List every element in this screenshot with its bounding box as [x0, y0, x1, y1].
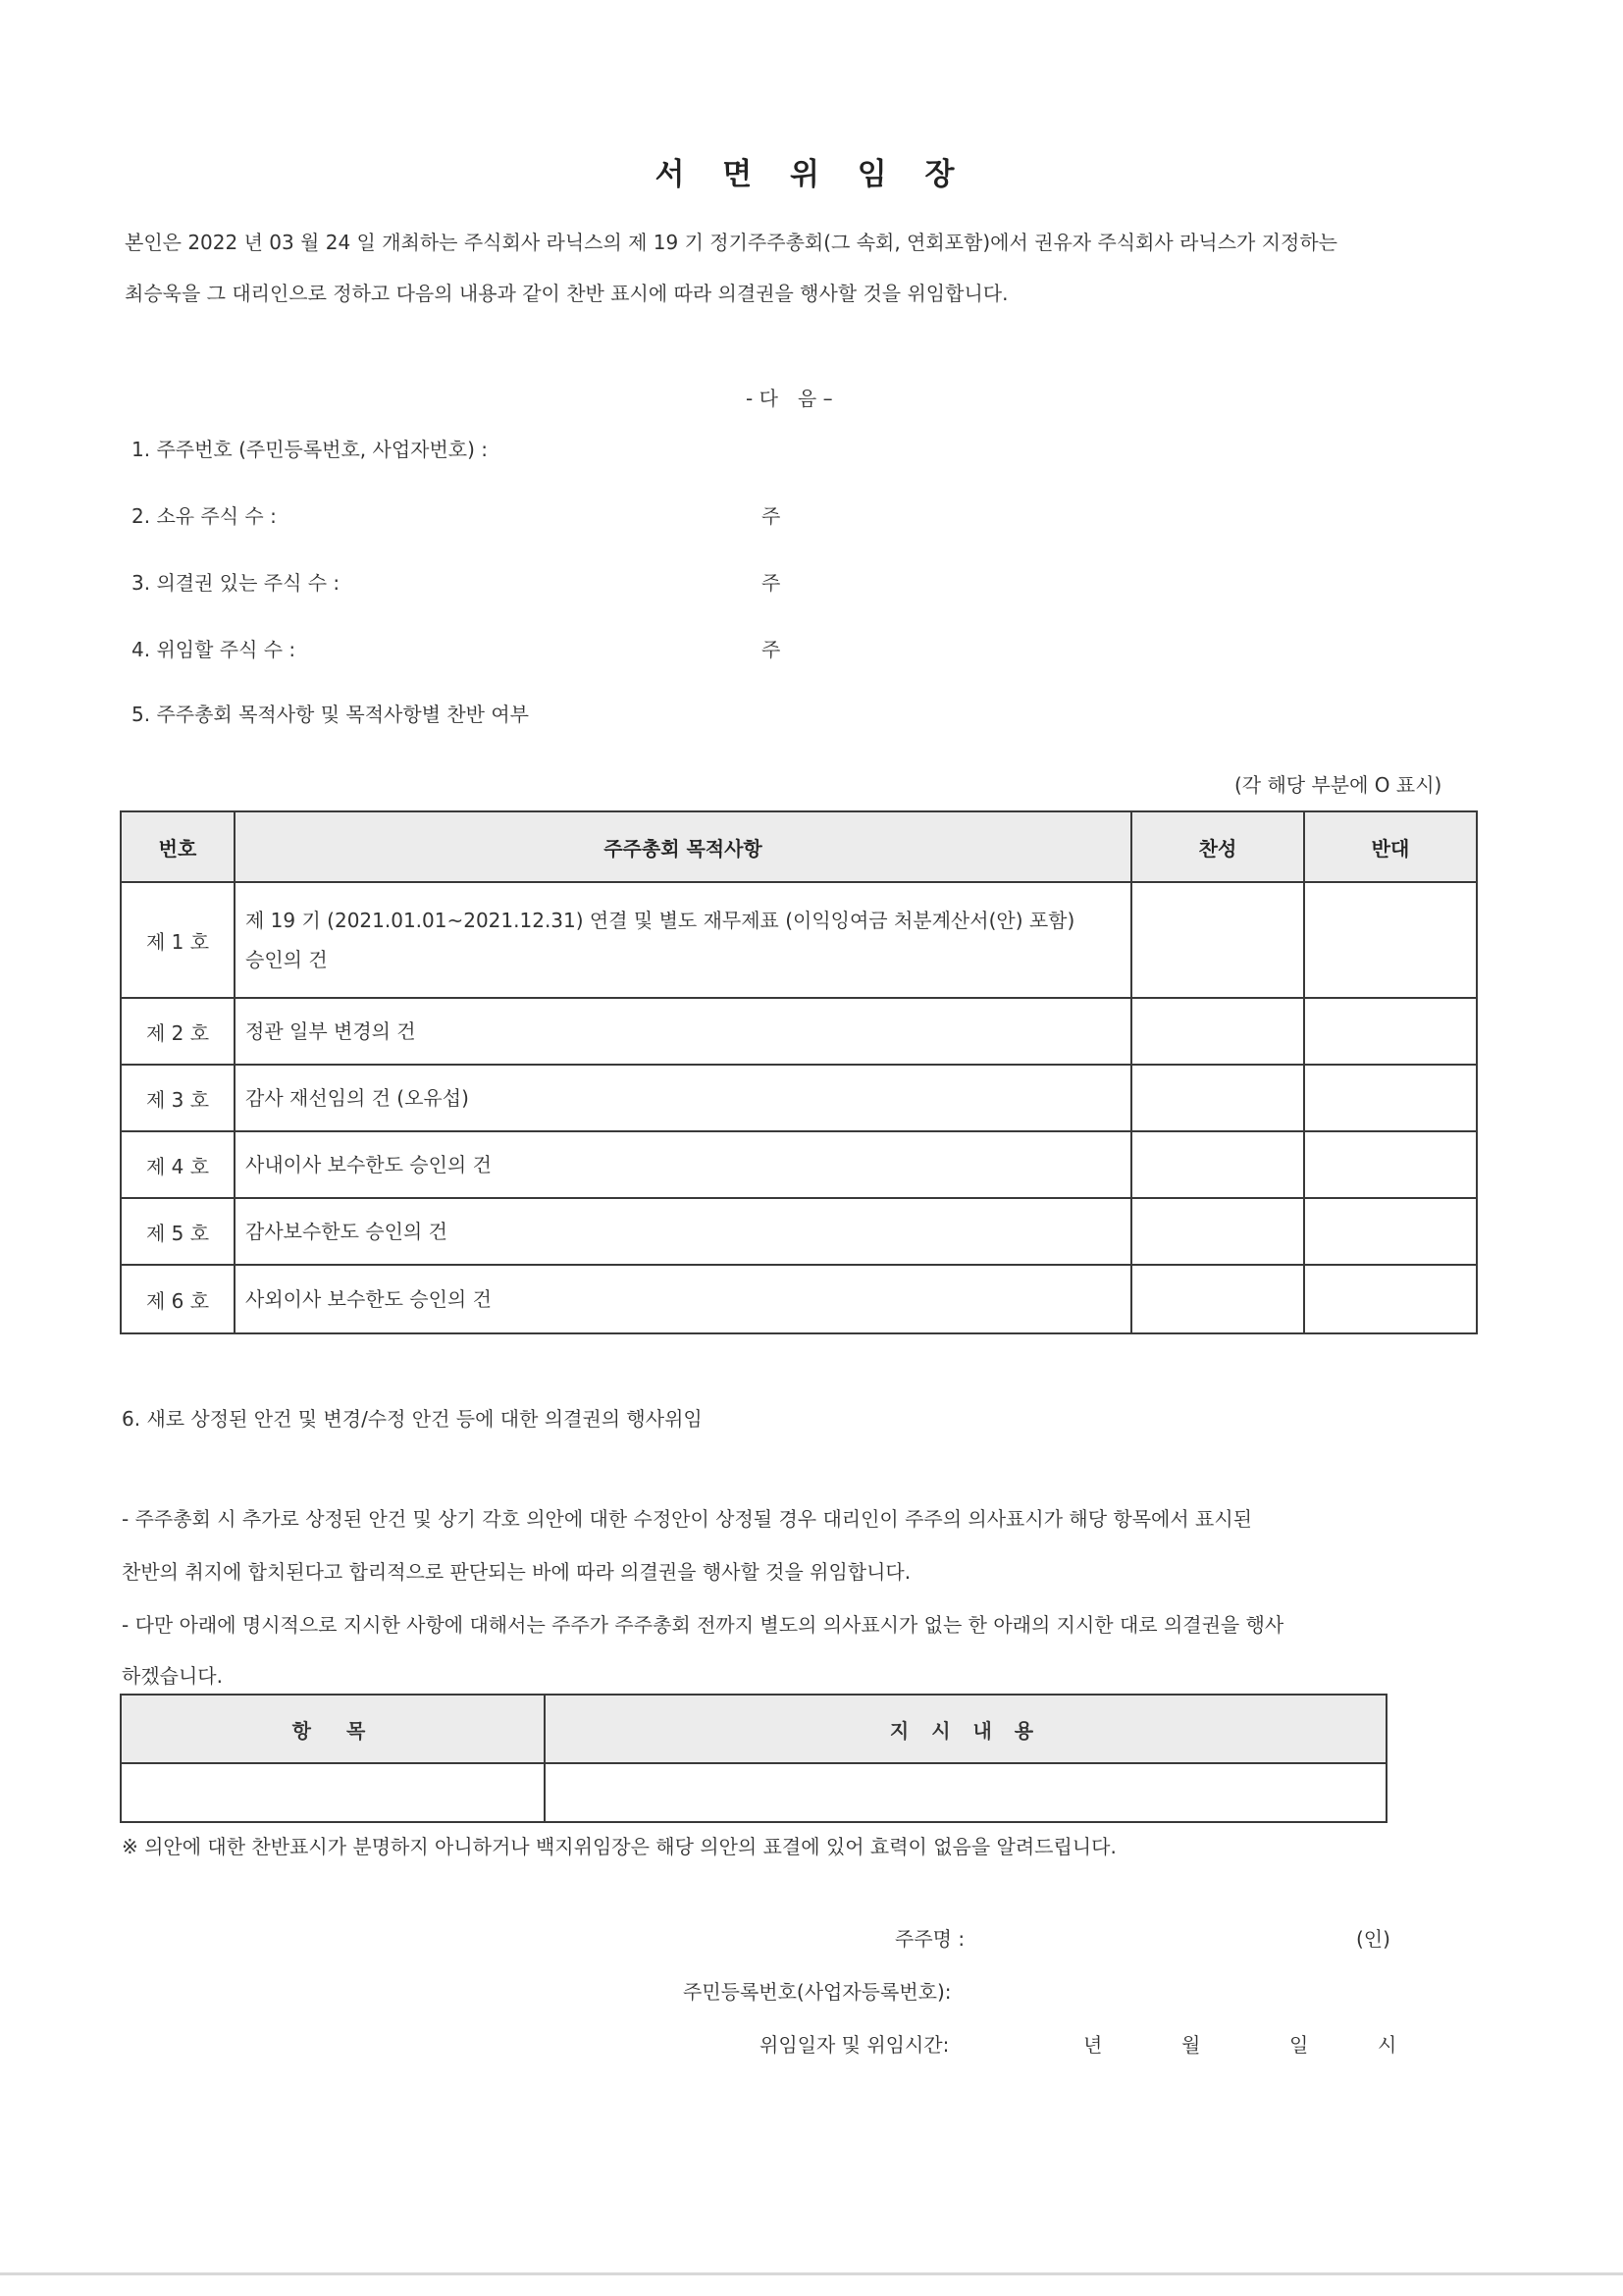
section6-p1-line-1: - 주주총회 시 추가로 상정된 안건 및 상기 각호 의안에 대한 수정안이 상정될 경우 대리인이 주주의 의사표시가 해당 항목에서 표시된 [122, 1507, 1252, 1531]
agenda-text [235, 882, 1131, 998]
date-year-unit: 년 [1083, 2033, 1103, 2057]
agenda-number: 제 6 호 [121, 1265, 235, 1333]
section6-p2-line-1: - 다만 아래에 명시적으로 지시한 사항에 대해서는 주주가 주주총회 전까지 별도의 의사표시가 없는 한 아래의 지시한 대로 의결권을 행사 [122, 1613, 1284, 1637]
vote-for-cell[interactable] [1131, 1198, 1304, 1265]
date-hour-unit: 시 [1378, 2033, 1397, 2057]
table-row [121, 1265, 1477, 1333]
seal-mark: (인) [1356, 1927, 1390, 1951]
vote-against-cell[interactable] [1304, 1198, 1477, 1265]
item-delegated-shares-unit: 주 [761, 638, 781, 661]
table-row [121, 1065, 1477, 1131]
page-title: 서 면 위 임 장 [654, 157, 969, 192]
vote-against-cell[interactable] [1304, 1131, 1477, 1198]
agenda-text: 사외이사 보수한도 승인의 건 [235, 1265, 1131, 1333]
vote-table-header [121, 811, 1477, 882]
section6-p1-line-2: 찬반의 취지에 합치된다고 합리적으로 판단되는 바에 따라 의결권을 행사할 것을 위임합니다. [122, 1560, 912, 1584]
vote-for-cell[interactable] [1131, 1065, 1304, 1131]
header-agenda: 주주총회 목적사항 [235, 811, 1131, 882]
agenda-text-line-2: 승인의 건 [245, 948, 328, 971]
instruction-content-cell[interactable] [545, 1763, 1387, 1822]
vote-for-cell[interactable] [1131, 882, 1304, 998]
date-day-unit: 일 [1289, 2033, 1309, 2057]
item-delegated-shares: 4. 위임할 주식 수 : [131, 638, 296, 661]
section6-heading: 6. 새로 상정된 안건 및 변경/수정 안건 등에 대한 의결권의 행사위임 [122, 1407, 703, 1431]
intro-line-2: 최승욱을 그 대리인으로 정하고 다음의 내용과 같이 찬반 표시에 따라 의결권을 행사할 것을 위임합니다. [125, 282, 1009, 305]
vote-table [120, 810, 1478, 1334]
agenda-text: 정관 일부 변경의 건 [235, 998, 1131, 1065]
agenda-number: 제 3 호 [121, 1065, 235, 1131]
item-voting-shares: 3. 의결권 있는 주식 수 : [131, 571, 340, 595]
instruction-item-cell[interactable] [121, 1763, 545, 1822]
date-month-unit: 월 [1181, 2033, 1201, 2057]
item-owned-shares: 2. 소유 주식 수 : [131, 504, 277, 528]
agenda-number: 제 2 호 [121, 998, 235, 1065]
next-heading: - 다 음 – [746, 387, 833, 410]
header-instruction: 지 시 내 용 [545, 1695, 1387, 1763]
vote-against-cell[interactable] [1304, 998, 1477, 1065]
invalid-vote-note: ※ 의안에 대한 찬반표시가 분명하지 아니하거나 백지위임장은 해당 의안의 표결에 있어 효력이 없음을 알려드립니다. [122, 1835, 1117, 1858]
agenda-number: 제 1 호 [121, 882, 235, 998]
vote-for-cell[interactable] [1131, 998, 1304, 1065]
header-for: 찬성 [1131, 811, 1304, 882]
item-voting-shares-unit: 주 [761, 571, 781, 595]
registration-number-field[interactable] [981, 1968, 1374, 2004]
section6-p2-line-2: 하겠습니다. [122, 1664, 223, 1688]
vote-for-cell[interactable] [1131, 1131, 1304, 1198]
agenda-text: 감사보수한도 승인의 건 [235, 1198, 1131, 1265]
vote-against-cell[interactable] [1304, 1065, 1477, 1131]
table-row [121, 882, 1477, 998]
agenda-text-line-1: 제 19 기 (2021.01.01~2021.12.31) 연결 및 별도 재무제표 (이익잉여금 처분계산서(안) 포함) [245, 909, 1075, 932]
table-row [121, 1198, 1477, 1265]
agenda-text: 사내이사 보수한도 승인의 건 [235, 1131, 1131, 1198]
header-number: 번호 [121, 811, 235, 882]
item-owned-shares-unit: 주 [761, 504, 781, 528]
item-shareholder-number: 1. 주주번호 (주민등록번호, 사업자번호) : [131, 438, 489, 461]
shareholder-name-field[interactable] [981, 1915, 1335, 1951]
header-item: 항 목 [121, 1695, 545, 1763]
agenda-text: 감사 재선임의 건 (오유섭) [235, 1065, 1131, 1131]
scan-edge-line [0, 2272, 1623, 2275]
item-agenda-vote: 5. 주주총회 목적사항 및 목적사항별 찬반 여부 [131, 703, 529, 726]
delegation-date-label: 위임일자 및 위임시간: [759, 2033, 950, 2057]
table-row [121, 998, 1477, 1065]
vote-against-cell[interactable] [1304, 882, 1477, 998]
vote-for-cell[interactable] [1131, 1265, 1304, 1333]
table-row [121, 1131, 1477, 1198]
header-against: 반대 [1304, 811, 1477, 882]
agenda-number: 제 4 호 [121, 1131, 235, 1198]
shareholder-name-label: 주주명 : [895, 1927, 966, 1951]
table-row [121, 1763, 1387, 1822]
instruction-table-header [121, 1695, 1387, 1763]
instruction-table [120, 1694, 1387, 1823]
agenda-number: 제 5 호 [121, 1198, 235, 1265]
mark-instruction: (각 해당 부분에 O 표시) [1234, 773, 1442, 797]
registration-number-label: 주민등록번호(사업자등록번호): [683, 1980, 952, 2004]
vote-against-cell[interactable] [1304, 1265, 1477, 1333]
intro-line-1: 본인은 2022 년 03 월 24 일 개최하는 주식회사 라닉스의 제 19 기 정기주주총회(그 속회, 연회포함)에서 권유자 주식회사 라닉스가 지정하는 [125, 231, 1337, 254]
